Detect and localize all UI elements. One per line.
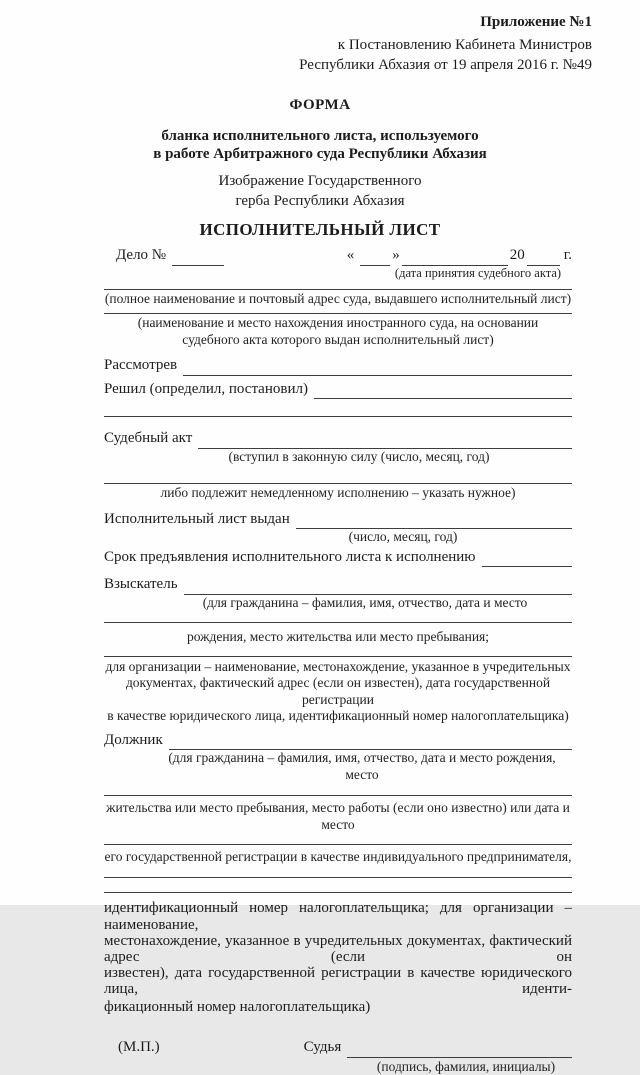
date-year-prefix: 20	[509, 247, 525, 264]
judge-signature-blank	[347, 1040, 572, 1058]
writ-issued-label: Исполнительный лист выдан	[104, 510, 290, 527]
case-number-label: Дело №	[116, 247, 167, 264]
debtor-blank	[169, 732, 572, 750]
decided-blank-2	[104, 416, 572, 417]
judicial-act-caption: (вступил в законную силу (число, месяц, год)	[228, 448, 490, 464]
appendix-number: Приложение №1	[480, 14, 592, 30]
debtor-caption-3: его государственной регистрации в качестве индивидуального предпринимателя,	[104, 849, 572, 864]
decided-label: Решил (определил, постановил)	[104, 380, 308, 397]
debtor-blank-3	[104, 844, 572, 845]
debtor-caption-2: жительства или место пребывания, место работы (если оно известно) или дата и место	[106, 800, 570, 832]
foreign-court-caption-1: (наименование и место нахождения иностранного суда, на основании	[137, 315, 539, 331]
court-caption: (полное наименование и почтовый адрес суда, выдавшего исполнительный лист)	[104, 291, 572, 306]
claimant-org-caption-3: в качестве юридического лица, идентификационный номер налогоплательщика)	[107, 708, 569, 724]
considered-row	[104, 356, 572, 376]
decree-line-2: Республики Абхазия от 19 апреля 2016 г. №49	[299, 57, 592, 74]
claimant-caption-2: рождения, место жительства или место пребывания;	[186, 629, 490, 645]
form-body	[104, 246, 572, 1075]
stamp-label: (М.П.)	[118, 1039, 160, 1056]
judicial-act-blank	[198, 431, 572, 449]
date-day-blank	[360, 248, 390, 266]
date-quote-open: «	[346, 247, 355, 264]
appendix-header	[0, 12, 640, 76]
emblem-line-1: Изображение Государственного	[218, 173, 422, 190]
form-heading: ФОРМА	[289, 97, 351, 114]
foreign-court-blank	[104, 313, 572, 314]
claimant-blank-3	[104, 656, 572, 657]
considered-blank	[183, 358, 572, 376]
deadline-blank	[482, 549, 573, 567]
debtor-caption-1: (для гражданина – фамилия, имя, отчество, дата и место рождения, место	[168, 750, 556, 782]
claimant-org-caption-1: для организации – наименование, местонахождение, указанное в учредительных	[105, 658, 571, 674]
claimant-row	[104, 575, 572, 595]
claimant-blank	[184, 577, 572, 595]
form-subtitle-line-1: бланка исполнительного листа, используемого	[161, 127, 479, 144]
case-number-row	[104, 246, 572, 266]
document-title: ИСПОЛНИТЕЛЬНЫЙ ЛИСТ	[199, 220, 441, 240]
debtor-row	[104, 731, 572, 751]
considered-label: Рассмотрев	[104, 357, 178, 374]
execution-blank	[104, 483, 572, 484]
signature-row	[104, 1038, 572, 1058]
judge-caption: (подпись, фамилия, инициалы)	[376, 1058, 556, 1074]
debtor-org-paragraph	[104, 900, 572, 1017]
debtor-blank-4	[104, 877, 572, 878]
debtor-org-line-3: известен), дата государственной регистрации в качестве юридического лица, иденти-	[104, 965, 572, 998]
form-subtitle-line-2: в работе Арбитражного суда Республики Абхазия	[153, 145, 487, 162]
date-year-suffix: г.	[563, 247, 572, 264]
judicial-act-label: Судебный акт	[104, 430, 193, 447]
execution-caption: либо подлежит немедленному исполнению – указать нужное)	[160, 485, 516, 501]
emblem-line-2: герба Республики Абхазия	[235, 192, 405, 209]
debtor-org-line-4: фикационный номер налогоплательщика)	[104, 998, 371, 1015]
decided-blank	[314, 381, 572, 399]
deadline-row	[104, 548, 572, 568]
date-month-blank	[402, 248, 508, 266]
debtor-org-line-1: идентификационный номер налогоплательщика; для организации – наименование,	[104, 900, 572, 933]
court-name-blank	[104, 289, 572, 290]
case-number-blank	[172, 248, 224, 266]
writ-issued-row	[104, 510, 572, 530]
decided-row	[104, 380, 572, 400]
writ-issued-caption: (число, месяц, год)	[348, 529, 458, 545]
claimant-label: Взыскатель	[104, 576, 178, 593]
judicial-act-row	[104, 429, 572, 449]
writ-issued-blank	[296, 511, 572, 529]
claimant-org-caption-2: документах, фактический адрес (если он известен), дата государственной регистрации	[125, 675, 551, 707]
foreign-court-caption-2: судебного акта которого выдан исполнительный лист)	[182, 331, 494, 347]
date-year-blank	[527, 248, 560, 266]
claimant-blank-2	[104, 622, 572, 623]
judge-label: Судья	[303, 1039, 342, 1056]
emblem-placeholder	[0, 172, 640, 211]
claimant-caption-1: (для гражданина – фамилия, имя, отчество, дата и место	[202, 594, 528, 610]
date-quote-close: »	[392, 247, 400, 264]
debtor-label: Должник	[104, 731, 163, 748]
debtor-org-line-2: местонахождение, указанное в учредительных документах, фактический адрес (если он	[104, 932, 572, 966]
form-subtitle	[0, 127, 640, 164]
decree-line-1: к Постановлению Кабинета Министров	[337, 36, 592, 53]
date-caption: (дата принятия судебного акта)	[394, 265, 562, 280]
deadline-label: Срок предъявления исполнительного листа к исполнению	[104, 548, 476, 565]
debtor-blank-2	[104, 795, 572, 796]
debtor-blank-5	[104, 892, 572, 893]
